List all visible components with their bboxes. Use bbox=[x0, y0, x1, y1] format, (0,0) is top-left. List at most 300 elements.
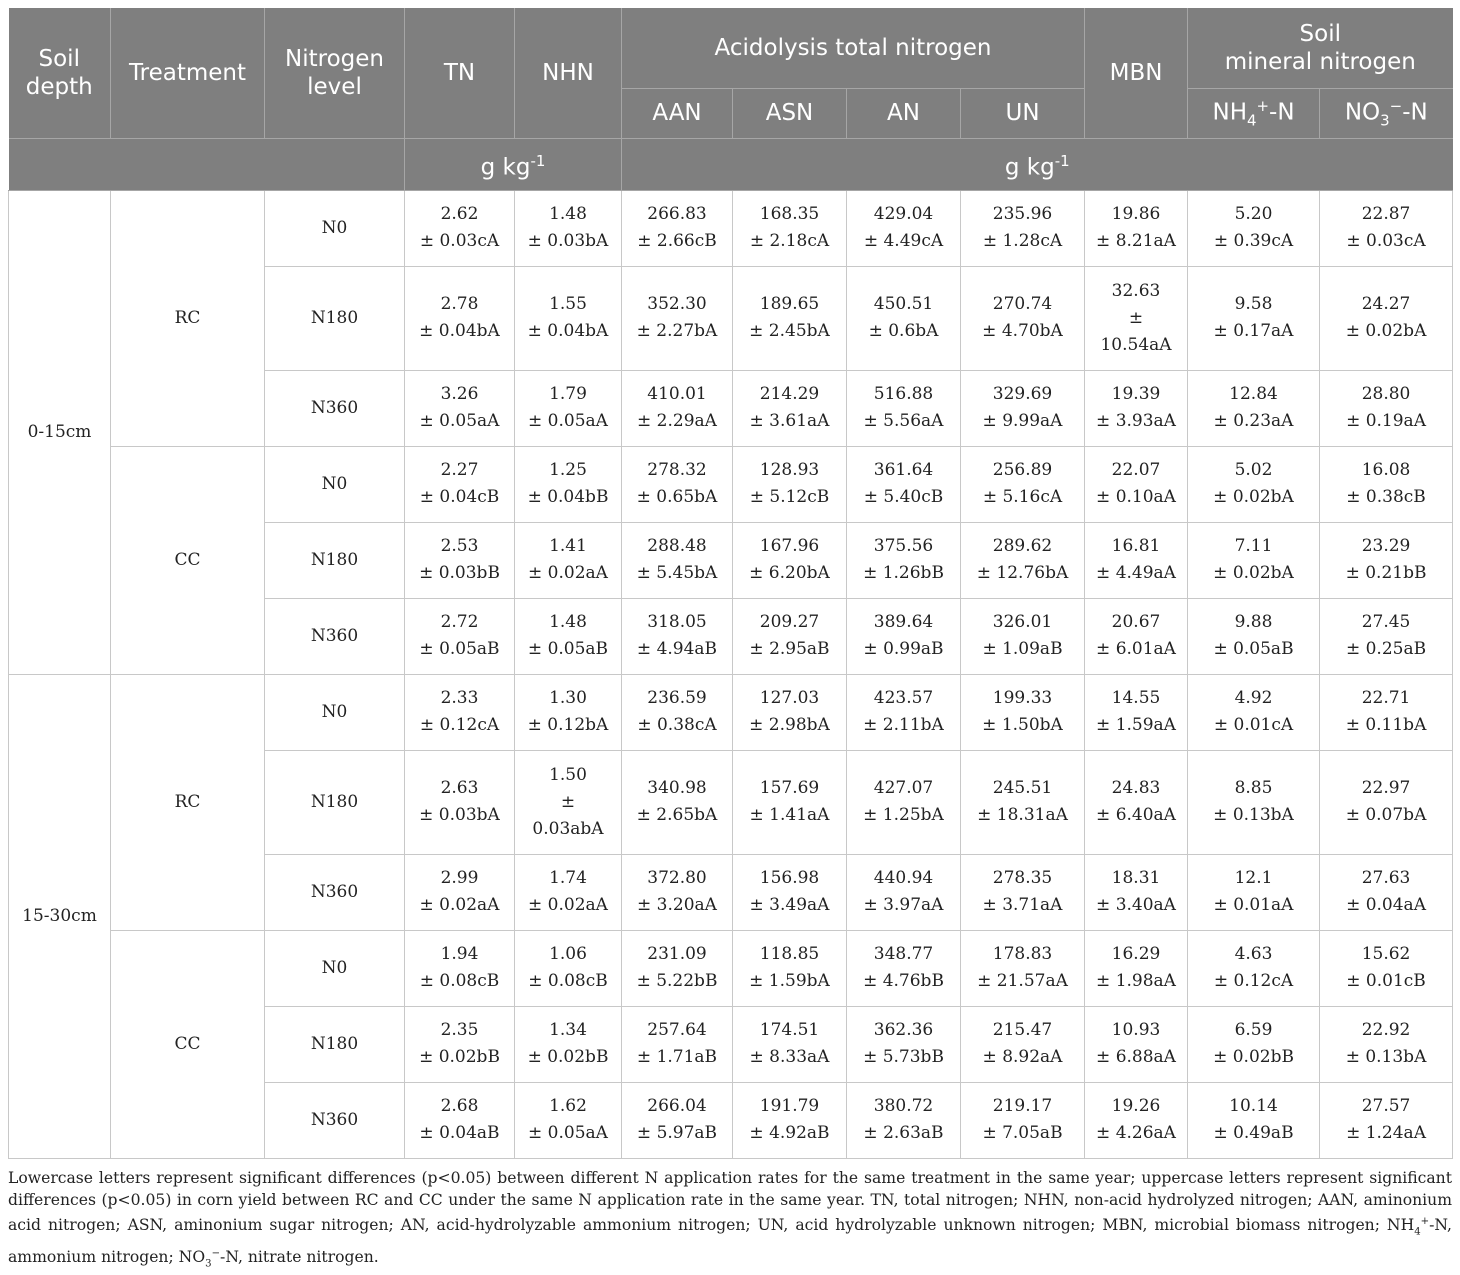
header-unit-left: g $kg^{-1}$ bbox=[405, 138, 622, 190]
value-line: ± 5.40cB bbox=[849, 484, 958, 511]
value-line: 1.06 bbox=[517, 941, 619, 968]
value-cell-asn bbox=[733, 1006, 847, 1082]
value-line: 24.27 bbox=[1322, 291, 1450, 318]
value-line: ± 5.22bB bbox=[624, 968, 730, 995]
header-nitrogen-level: Nitrogen level bbox=[265, 8, 405, 138]
value-line: ± 0.07bA bbox=[1322, 802, 1450, 829]
value-cell-asn bbox=[733, 522, 847, 598]
value-cell-no3-n bbox=[1320, 854, 1453, 930]
value-line: ± 9.99aA bbox=[963, 408, 1082, 435]
value-line: ± 0.08cB bbox=[517, 968, 619, 995]
value-line: 157.69 bbox=[735, 775, 844, 802]
value-line: 7.11 bbox=[1190, 533, 1317, 560]
value-line: 318.05 bbox=[624, 609, 730, 636]
value-cell-aan bbox=[622, 930, 733, 1006]
value-line: 270.74 bbox=[963, 291, 1082, 318]
value-line: ± 1.26bB bbox=[849, 560, 958, 587]
value-cell-an bbox=[847, 750, 961, 854]
value-cell-aan bbox=[622, 1082, 733, 1158]
value-line: 128.93 bbox=[735, 457, 844, 484]
value-line: ± 1.98aA bbox=[1087, 968, 1185, 995]
table-row bbox=[9, 930, 1453, 1006]
value-cell-no3-n bbox=[1320, 674, 1453, 750]
treatment-cell: CC bbox=[111, 930, 265, 1158]
value-cell-an bbox=[847, 1006, 961, 1082]
header-asn: ASN bbox=[733, 88, 847, 138]
value-line: 27.63 bbox=[1322, 865, 1450, 892]
value-line: 127.03 bbox=[735, 685, 844, 712]
table-row bbox=[9, 190, 1453, 266]
value-line: ± 0.02bB bbox=[517, 1044, 619, 1071]
value-line: 8.85 bbox=[1190, 775, 1317, 802]
value-line: 1.25 bbox=[517, 457, 619, 484]
value-line: ± 4.94aB bbox=[624, 636, 730, 663]
value-cell-asn bbox=[733, 446, 847, 522]
value-line: ± 6.20bA bbox=[735, 560, 844, 587]
value-line: ± 3.20aA bbox=[624, 892, 730, 919]
value-line: ± 0.17aA bbox=[1190, 318, 1317, 345]
value-cell-no3-n bbox=[1320, 598, 1453, 674]
value-cell-tn bbox=[405, 674, 515, 750]
value-cell-nhn bbox=[515, 446, 622, 522]
value-cell-no3-n bbox=[1320, 522, 1453, 598]
value-line: ± 3.93aA bbox=[1087, 408, 1185, 435]
value-line: ± 0.10aA bbox=[1087, 484, 1185, 511]
value-cell-asn bbox=[733, 190, 847, 266]
value-cell-asn bbox=[733, 930, 847, 1006]
value-line: 12.1 bbox=[1190, 865, 1317, 892]
value-line: 22.92 bbox=[1322, 1017, 1450, 1044]
value-line: ± 0.49aB bbox=[1190, 1120, 1317, 1147]
value-line: ± 0.02bA bbox=[1190, 560, 1317, 587]
value-cell-un bbox=[961, 1082, 1085, 1158]
value-cell-un bbox=[961, 1006, 1085, 1082]
value-cell-asn bbox=[733, 674, 847, 750]
value-line: 1.48 bbox=[517, 201, 619, 228]
value-cell-nhn bbox=[515, 266, 622, 370]
value-line: 289.62 bbox=[963, 533, 1082, 560]
value-line: 361.64 bbox=[849, 457, 958, 484]
value-line: 168.35 bbox=[735, 201, 844, 228]
value-line: ± 0.03cA bbox=[407, 228, 512, 255]
value-line: 256.89 bbox=[963, 457, 1082, 484]
value-line: 9.88 bbox=[1190, 609, 1317, 636]
value-cell-nh4-n bbox=[1188, 266, 1320, 370]
value-line: ± 0.04bA bbox=[517, 318, 619, 345]
value-line: 1.48 bbox=[517, 609, 619, 636]
value-line: ± 0.99aB bbox=[849, 636, 958, 663]
value-line: ± 1.59aA bbox=[1087, 712, 1185, 739]
header-acidolysis-total-nitrogen: Acidolysis total nitrogen bbox=[622, 8, 1085, 88]
value-cell-tn bbox=[405, 370, 515, 446]
value-line: 4.92 bbox=[1190, 685, 1317, 712]
value-line: 10.93 bbox=[1087, 1017, 1185, 1044]
value-line: 4.63 bbox=[1190, 941, 1317, 968]
value-line: ± 0.38cB bbox=[1322, 484, 1450, 511]
value-cell-aan bbox=[622, 190, 733, 266]
nitrogen-level-cell: N360 bbox=[265, 854, 405, 930]
value-line: 1.34 bbox=[517, 1017, 619, 1044]
value-cell-mbn bbox=[1085, 930, 1188, 1006]
value-line: 178.83 bbox=[963, 941, 1082, 968]
value-line: 288.48 bbox=[624, 533, 730, 560]
value-line: ± 0.65bA bbox=[624, 484, 730, 511]
value-line: 352.30 bbox=[624, 291, 730, 318]
value-cell-asn bbox=[733, 854, 847, 930]
value-cell-nh4-n bbox=[1188, 370, 1320, 446]
value-line: ± 2.63aB bbox=[849, 1120, 958, 1147]
value-line: ± 5.12cB bbox=[735, 484, 844, 511]
nitrogen-level-cell: N180 bbox=[265, 522, 405, 598]
value-cell-un bbox=[961, 930, 1085, 1006]
value-line: 10.14 bbox=[1190, 1093, 1317, 1120]
value-line: ± 0.04aA bbox=[1322, 892, 1450, 919]
value-line: 5.20 bbox=[1190, 201, 1317, 228]
value-line: ± 2.11bA bbox=[849, 712, 958, 739]
nitrogen-level-cell: N180 bbox=[265, 750, 405, 854]
value-line: ± 3.61aA bbox=[735, 408, 844, 435]
value-cell-nh4-n bbox=[1188, 1006, 1320, 1082]
value-line: 1.74 bbox=[517, 865, 619, 892]
value-line: 22.97 bbox=[1322, 775, 1450, 802]
value-cell-aan bbox=[622, 854, 733, 930]
value-line: ± 0.08cB bbox=[407, 968, 512, 995]
value-cell-mbn bbox=[1085, 266, 1188, 370]
value-cell-an bbox=[847, 930, 961, 1006]
nitrogen-level-cell: N360 bbox=[265, 370, 405, 446]
header-aan: AAN bbox=[622, 88, 733, 138]
value-cell-tn bbox=[405, 1082, 515, 1158]
value-line: 2.78 bbox=[407, 291, 512, 318]
value-line: 156.98 bbox=[735, 865, 844, 892]
value-line: ± 5.73bB bbox=[849, 1044, 958, 1071]
value-line: 236.59 bbox=[624, 685, 730, 712]
value-line: ± 2.27bA bbox=[624, 318, 730, 345]
value-cell-mbn bbox=[1085, 446, 1188, 522]
value-line: 27.45 bbox=[1322, 609, 1450, 636]
value-line: ± 7.05aB bbox=[963, 1120, 1082, 1147]
value-line: ± 12.76bA bbox=[963, 560, 1082, 587]
value-line: 375.56 bbox=[849, 533, 958, 560]
value-line: ± 0.01aA bbox=[1190, 892, 1317, 919]
nitrogen-level-cell: N0 bbox=[265, 674, 405, 750]
value-line: 19.39 bbox=[1087, 381, 1185, 408]
value-line: ± 0.01cA bbox=[1190, 712, 1317, 739]
value-line: ± 2.29aA bbox=[624, 408, 730, 435]
value-line: ± 6.01aA bbox=[1087, 636, 1185, 663]
value-cell-no3-n bbox=[1320, 266, 1453, 370]
value-cell-mbn bbox=[1085, 370, 1188, 446]
value-line: ± 0.39cA bbox=[1190, 228, 1317, 255]
header-unit-spacer bbox=[9, 138, 405, 190]
value-cell-un bbox=[961, 750, 1085, 854]
value-cell-un bbox=[961, 522, 1085, 598]
value-line: 348.77 bbox=[849, 941, 958, 968]
value-line: ± bbox=[1087, 305, 1185, 332]
value-line: ± 2.45bA bbox=[735, 318, 844, 345]
value-line: ± 6.88aA bbox=[1087, 1044, 1185, 1071]
value-cell-aan bbox=[622, 266, 733, 370]
value-line: ± 0.05aB bbox=[1190, 636, 1317, 663]
value-line: ± 21.57aA bbox=[963, 968, 1082, 995]
value-line: ± 3.71aA bbox=[963, 892, 1082, 919]
value-cell-mbn bbox=[1085, 522, 1188, 598]
value-line: 215.47 bbox=[963, 1017, 1082, 1044]
value-cell-un bbox=[961, 266, 1085, 370]
value-line: ± 4.70bA bbox=[963, 318, 1082, 345]
value-cell-nhn bbox=[515, 674, 622, 750]
value-line: ± 0.25aB bbox=[1322, 636, 1450, 663]
value-line: 12.84 bbox=[1190, 381, 1317, 408]
nitrogen-level-cell: N360 bbox=[265, 598, 405, 674]
soil-depth-cell: 15-30cm bbox=[9, 674, 111, 1158]
header-un: UN bbox=[961, 88, 1085, 138]
value-line: ± 4.26aA bbox=[1087, 1120, 1185, 1147]
value-cell-nh4-n bbox=[1188, 446, 1320, 522]
header-an: AN bbox=[847, 88, 961, 138]
value-cell-nh4-n bbox=[1188, 930, 1320, 1006]
value-cell-tn bbox=[405, 266, 515, 370]
value-line: 32.63 bbox=[1087, 278, 1185, 305]
value-line: ± 3.40aA bbox=[1087, 892, 1185, 919]
nitrogen-level-cell: N0 bbox=[265, 190, 405, 266]
value-cell-nhn bbox=[515, 522, 622, 598]
value-line: 219.17 bbox=[963, 1093, 1082, 1120]
value-cell-tn bbox=[405, 1006, 515, 1082]
value-line: 174.51 bbox=[735, 1017, 844, 1044]
treatment-cell: RC bbox=[111, 674, 265, 930]
value-line: ± 8.21aA bbox=[1087, 228, 1185, 255]
value-line: ± 2.18cA bbox=[735, 228, 844, 255]
value-line: ± 1.41aA bbox=[735, 802, 844, 829]
value-line: ± 5.97aB bbox=[624, 1120, 730, 1147]
value-cell-asn bbox=[733, 1082, 847, 1158]
value-cell-no3-n bbox=[1320, 750, 1453, 854]
value-line: ± 4.49cA bbox=[849, 228, 958, 255]
value-line: ± 0.04bB bbox=[517, 484, 619, 511]
value-line: ± 6.40aA bbox=[1087, 802, 1185, 829]
value-line: 2.62 bbox=[407, 201, 512, 228]
value-cell-nh4-n bbox=[1188, 522, 1320, 598]
value-line: ± 0.21bB bbox=[1322, 560, 1450, 587]
value-line: ± 1.25bA bbox=[849, 802, 958, 829]
value-cell-mbn bbox=[1085, 190, 1188, 266]
value-line: ± 0.03bA bbox=[517, 228, 619, 255]
value-line: ± 5.16cA bbox=[963, 484, 1082, 511]
value-line: 1.50 bbox=[517, 762, 619, 789]
value-line: 23.29 bbox=[1322, 533, 1450, 560]
value-cell-nh4-n bbox=[1188, 854, 1320, 930]
value-line: 6.59 bbox=[1190, 1017, 1317, 1044]
treatment-cell: RC bbox=[111, 190, 265, 446]
value-line: ± 0.03bA bbox=[407, 802, 512, 829]
value-line: 20.67 bbox=[1087, 609, 1185, 636]
value-line: ± 0.02bB bbox=[1190, 1044, 1317, 1071]
value-line: ± 18.31aA bbox=[963, 802, 1082, 829]
value-cell-aan bbox=[622, 750, 733, 854]
value-line: 372.80 bbox=[624, 865, 730, 892]
nitrogen-level-cell: N0 bbox=[265, 930, 405, 1006]
value-cell-an bbox=[847, 370, 961, 446]
value-cell-aan bbox=[622, 1006, 733, 1082]
value-cell-nh4-n bbox=[1188, 750, 1320, 854]
value-line: 1.79 bbox=[517, 381, 619, 408]
value-cell-an bbox=[847, 1082, 961, 1158]
value-line: 266.04 bbox=[624, 1093, 730, 1120]
value-line: ± 0.02bB bbox=[407, 1044, 512, 1071]
value-line: ± 5.45bA bbox=[624, 560, 730, 587]
value-line: 28.80 bbox=[1322, 381, 1450, 408]
value-cell-un bbox=[961, 190, 1085, 266]
value-line: 429.04 bbox=[849, 201, 958, 228]
value-cell-an bbox=[847, 446, 961, 522]
value-line: 2.27 bbox=[407, 457, 512, 484]
value-line: ± 0.12cA bbox=[407, 712, 512, 739]
value-line: ± 0.02aA bbox=[517, 892, 619, 919]
value-line: 22.87 bbox=[1322, 201, 1450, 228]
value-line: 16.08 bbox=[1322, 457, 1450, 484]
nitrogen-level-cell: N0 bbox=[265, 446, 405, 522]
value-line: ± 0.04bA bbox=[407, 318, 512, 345]
value-line: 22.71 bbox=[1322, 685, 1450, 712]
value-cell-nhn bbox=[515, 1082, 622, 1158]
value-line: 340.98 bbox=[624, 775, 730, 802]
value-line: 450.51 bbox=[849, 291, 958, 318]
value-line: ± 1.59bA bbox=[735, 968, 844, 995]
value-line: 19.86 bbox=[1087, 201, 1185, 228]
value-line: 423.57 bbox=[849, 685, 958, 712]
value-cell-mbn bbox=[1085, 854, 1188, 930]
value-cell-an bbox=[847, 854, 961, 930]
value-line: 235.96 bbox=[963, 201, 1082, 228]
value-line: ± 0.03cA bbox=[1322, 228, 1450, 255]
value-line: 2.63 bbox=[407, 775, 512, 802]
value-cell-mbn bbox=[1085, 1082, 1188, 1158]
value-line: ± 2.98bA bbox=[735, 712, 844, 739]
value-line: 2.53 bbox=[407, 533, 512, 560]
value-cell-aan bbox=[622, 674, 733, 750]
value-cell-no3-n bbox=[1320, 930, 1453, 1006]
value-cell-asn bbox=[733, 598, 847, 674]
value-cell-tn bbox=[405, 930, 515, 1006]
value-line: ± 0.13bA bbox=[1190, 802, 1317, 829]
header-soil-mineral-nitrogen: Soil mineral nitrogen bbox=[1188, 8, 1453, 88]
value-cell-aan bbox=[622, 598, 733, 674]
value-line: 14.55 bbox=[1087, 685, 1185, 712]
value-cell-no3-n bbox=[1320, 370, 1453, 446]
value-cell-mbn bbox=[1085, 674, 1188, 750]
value-line: 2.33 bbox=[407, 685, 512, 712]
value-line: 209.27 bbox=[735, 609, 844, 636]
value-line: 2.99 bbox=[407, 865, 512, 892]
value-cell-un bbox=[961, 674, 1085, 750]
value-line: 516.88 bbox=[849, 381, 958, 408]
value-cell-nhn bbox=[515, 190, 622, 266]
value-line: ± 0.04cB bbox=[407, 484, 512, 511]
value-line: ± 0.19aA bbox=[1322, 408, 1450, 435]
value-line: 2.68 bbox=[407, 1093, 512, 1120]
value-line: ± 2.66cB bbox=[624, 228, 730, 255]
value-line: ± 8.92aA bbox=[963, 1044, 1082, 1071]
value-line: 2.35 bbox=[407, 1017, 512, 1044]
value-line: ± 0.02bA bbox=[1322, 318, 1450, 345]
value-line: 440.94 bbox=[849, 865, 958, 892]
value-line: 189.65 bbox=[735, 291, 844, 318]
header-nh4-n: $NH_4^+-N$ bbox=[1188, 88, 1320, 138]
value-cell-mbn bbox=[1085, 1006, 1188, 1082]
value-cell-an bbox=[847, 598, 961, 674]
value-line: 27.57 bbox=[1322, 1093, 1450, 1120]
value-line: 167.96 bbox=[735, 533, 844, 560]
value-cell-nhn bbox=[515, 598, 622, 674]
value-cell-asn bbox=[733, 266, 847, 370]
value-cell-nh4-n bbox=[1188, 674, 1320, 750]
value-line: ± 0.05aA bbox=[517, 1120, 619, 1147]
value-line: 1.30 bbox=[517, 685, 619, 712]
value-cell-mbn bbox=[1085, 750, 1188, 854]
value-line: 16.29 bbox=[1087, 941, 1185, 968]
value-cell-asn bbox=[733, 750, 847, 854]
value-line: ± 0.12bA bbox=[517, 712, 619, 739]
value-line: 231.09 bbox=[624, 941, 730, 968]
value-line: ± 0.23aA bbox=[1190, 408, 1317, 435]
header-tn: TN bbox=[405, 8, 515, 138]
value-cell-nhn bbox=[515, 1006, 622, 1082]
treatment-cell: CC bbox=[111, 446, 265, 674]
value-line: 199.33 bbox=[963, 685, 1082, 712]
value-cell-tn bbox=[405, 750, 515, 854]
value-cell-no3-n bbox=[1320, 446, 1453, 522]
value-line: ± 8.33aA bbox=[735, 1044, 844, 1071]
value-cell-an bbox=[847, 266, 961, 370]
value-line: ± 0.02aA bbox=[517, 560, 619, 587]
value-line: ± 0.02bA bbox=[1190, 484, 1317, 511]
value-line: ± 0.38cA bbox=[624, 712, 730, 739]
value-line: ± 0.04aB bbox=[407, 1120, 512, 1147]
value-line: 245.51 bbox=[963, 775, 1082, 802]
value-line: ± 0.03bB bbox=[407, 560, 512, 587]
value-line: ± 0.05aA bbox=[407, 408, 512, 435]
value-cell-asn bbox=[733, 370, 847, 446]
value-line: ± 0.12cA bbox=[1190, 968, 1317, 995]
value-cell-nhn bbox=[515, 750, 622, 854]
value-cell-un bbox=[961, 446, 1085, 522]
nitrogen-level-cell: N180 bbox=[265, 1006, 405, 1082]
value-line: ± 1.24aA bbox=[1322, 1120, 1450, 1147]
value-line: ± 2.95aB bbox=[735, 636, 844, 663]
value-line: 1.62 bbox=[517, 1093, 619, 1120]
value-cell-tn bbox=[405, 522, 515, 598]
nitrogen-level-cell: N360 bbox=[265, 1082, 405, 1158]
value-line: ± 0.11bA bbox=[1322, 712, 1450, 739]
value-line: 118.85 bbox=[735, 941, 844, 968]
value-cell-an bbox=[847, 522, 961, 598]
value-cell-mbn bbox=[1085, 598, 1188, 674]
value-cell-tn bbox=[405, 598, 515, 674]
value-cell-an bbox=[847, 674, 961, 750]
value-line: 427.07 bbox=[849, 775, 958, 802]
value-line: ± 0.05aA bbox=[517, 408, 619, 435]
value-line: 1.41 bbox=[517, 533, 619, 560]
value-line: ± 0.01cB bbox=[1322, 968, 1450, 995]
value-line: ± 0.05aB bbox=[407, 636, 512, 663]
value-line: ± bbox=[517, 789, 619, 816]
value-cell-no3-n bbox=[1320, 1006, 1453, 1082]
value-line: ± 4.49aA bbox=[1087, 560, 1185, 587]
soil-depth-cell: 0-15cm bbox=[9, 190, 111, 674]
value-line: 257.64 bbox=[624, 1017, 730, 1044]
value-cell-nhn bbox=[515, 370, 622, 446]
